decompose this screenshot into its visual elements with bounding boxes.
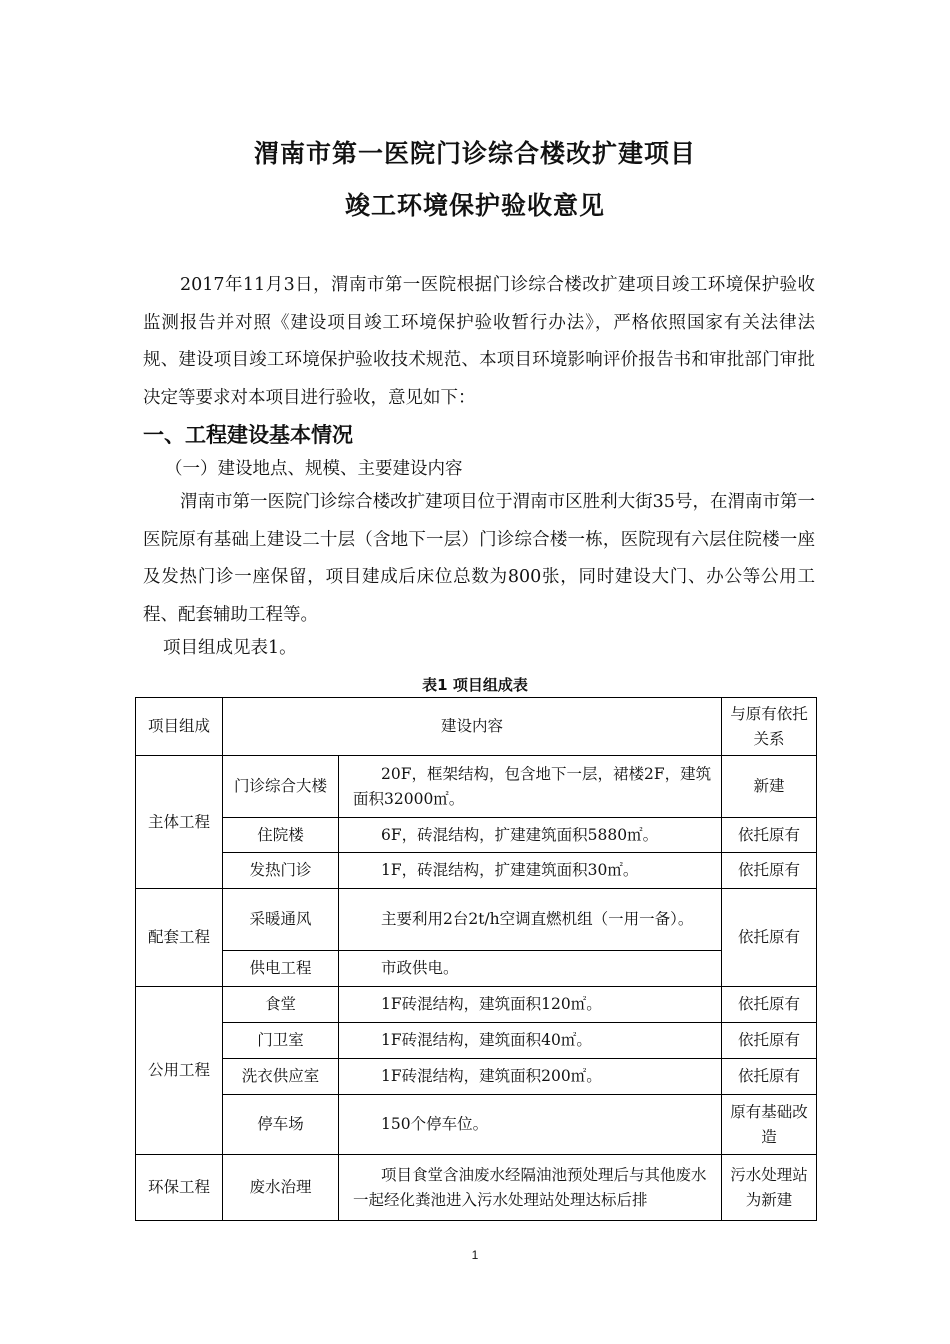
group-name: 配套工程 — [136, 889, 223, 987]
table-row — [136, 951, 817, 987]
item-relation: 依托原有 — [722, 818, 817, 853]
item-name: 住院楼 — [223, 818, 339, 853]
table-row — [136, 1155, 817, 1221]
item-content: 1F砖混结构，建筑面积40㎡。 — [339, 1023, 722, 1059]
table-header-row — [136, 698, 817, 756]
group-name: 公用工程 — [136, 987, 223, 1155]
table-reference-note: 项目组成见表1。 — [163, 638, 297, 658]
item-relation: 原有基础改造 — [722, 1095, 817, 1155]
table-row — [136, 1059, 817, 1095]
table-row — [136, 1095, 817, 1155]
group-name: 环保工程 — [136, 1155, 223, 1221]
item-relation: 污水处理站为新建 — [722, 1155, 817, 1221]
page-number: 1 — [471, 1248, 479, 1262]
item-content: 1F砖混结构，建筑面积120㎡。 — [339, 987, 722, 1023]
table-row — [136, 889, 817, 951]
body-paragraph: 渭南市第一医院门诊综合楼改扩建项目位于渭南市区胜利大街35号，在渭南市第一医院原有基础上建设二十层（含地下一层）门诊综合楼一栋，医院现有六层住院楼一座及发热门诊一座保留，项目建成后床位总数为800张，同时建设大门、办公等公用工程、配套辅助工程等。 — [143, 492, 815, 625]
item-name: 采暖通风 — [223, 889, 339, 951]
section-heading: 一、工程建设基本情况 — [143, 423, 353, 447]
item-content: 1F，砖混结构，扩建建筑面积30㎡。 — [339, 853, 722, 889]
header-relation: 与原有依托关系 — [722, 698, 817, 756]
header-content: 建设内容 — [223, 698, 722, 756]
item-relation: 依托原有 — [722, 987, 817, 1023]
item-name: 洗衣供应室 — [223, 1059, 339, 1095]
table-row — [136, 756, 817, 818]
table-row — [136, 818, 817, 853]
item-name: 发热门诊 — [223, 853, 339, 889]
item-name: 门卫室 — [223, 1023, 339, 1059]
item-relation: 依托原有 — [722, 1059, 817, 1095]
item-relation: 依托原有 — [722, 1023, 817, 1059]
subsection-heading: （一）建设地点、规模、主要建设内容 — [165, 459, 463, 479]
item-name: 废水治理 — [223, 1155, 339, 1221]
table-caption: 表1 项目组成表 — [422, 676, 528, 694]
item-relation: 新建 — [722, 756, 817, 818]
header-composition: 项目组成 — [136, 698, 223, 756]
item-content: 20F，框架结构，包含地下一层，裙楼2F，建筑面积32000㎡。 — [339, 756, 722, 818]
table-row — [136, 853, 817, 889]
item-content: 市政供电。 — [339, 951, 722, 987]
item-content: 1F砖混结构，建筑面积200㎡。 — [339, 1059, 722, 1095]
table-row — [136, 1023, 817, 1059]
item-relation: 依托原有 — [722, 853, 817, 889]
item-name: 停车场 — [223, 1095, 339, 1155]
document-title-line1: 渭南市第一医院门诊综合楼改扩建项目 — [253, 139, 696, 168]
item-content: 150个停车位。 — [339, 1095, 722, 1155]
document-title-line2: 竣工环境保护验收意见 — [344, 191, 605, 220]
item-name: 供电工程 — [223, 951, 339, 987]
group-name: 主体工程 — [136, 756, 223, 889]
item-content: 6F，砖混结构，扩建建筑面积5880㎡。 — [339, 818, 722, 853]
project-composition-table — [135, 697, 817, 1221]
table-row — [136, 987, 817, 1023]
item-name: 食堂 — [223, 987, 339, 1023]
item-name: 门诊综合大楼 — [223, 756, 339, 818]
intro-paragraph: 2017年11月3日，渭南市第一医院根据门诊综合楼改扩建项目竣工环境保护验收监测报告并对照《建设项目竣工环境保护验收暂行办法》，严格依照国家有关法律法规、建设项目竣工环境保护验收技术规范、本项目环境影响评价报告书和审批部门审批决定等要求对本项目进行验收，意见如下： — [143, 275, 815, 408]
item-content: 项目食堂含油废水经隔油池预处理后与其他废水一起经化粪池进入污水处理站处理达标后排 — [339, 1155, 722, 1221]
item-content: 主要利用2台2t/h空调直燃机组（一用一备）。 — [339, 889, 722, 951]
item-relation: 依托原有 — [722, 889, 817, 987]
